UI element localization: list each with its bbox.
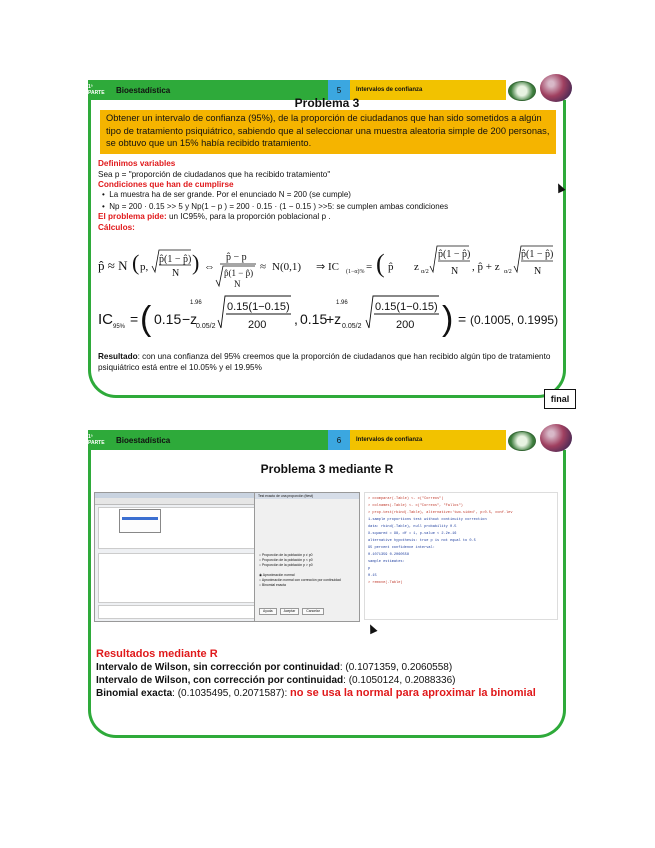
slide-6 <box>88 430 566 738</box>
rcmdr-menubar <box>95 498 257 505</box>
formula-iff: ⇔ <box>204 261 215 273</box>
general-formula <box>96 240 558 290</box>
ic-paren-open: ( <box>140 300 152 338</box>
ic-phat: 0.15 <box>154 311 182 327</box>
ic-result: (0.1005, 0.1995) <box>470 313 558 327</box>
ic-z-value: 1.96 <box>190 300 202 306</box>
formula-big-paren: ( <box>376 249 385 278</box>
ic-phat-2: 0.15 <box>300 311 328 327</box>
formula-ci-den: N <box>451 266 459 277</box>
formula-frac-den: N <box>172 268 180 279</box>
dialog-option-3[interactable]: ○ Proporción de la población p > p0 <box>259 563 313 567</box>
header-part: 1ª PARTE <box>88 80 110 100</box>
formula-ci-num: p̂(1 − p̂) <box>438 249 471 260</box>
cancel-button[interactable]: Cancelar <box>302 608 324 615</box>
dialog-test-types <box>259 573 355 588</box>
formula-z-sub-2: α/2 <box>504 269 512 275</box>
header-topic: Intervalos de confianza <box>350 80 506 100</box>
ic-sub: 95% <box>113 324 126 330</box>
numeric-formula <box>96 292 558 344</box>
problem-title: Problema 3 <box>294 96 360 110</box>
problem-asks-text: un IC95%, para la proporción poblacional p . <box>168 212 331 221</box>
r-results <box>96 648 558 700</box>
console-line: sample estimates: <box>368 560 405 564</box>
ic-numerator: 0.15(1−0.15) <box>227 301 290 313</box>
ic-minus: −z <box>182 311 198 327</box>
console-line: > ccomparar(.Table) <- c("Correos") <box>368 497 444 501</box>
result-label: Resultado <box>98 352 138 361</box>
header-title: Bioestadística <box>110 80 328 100</box>
formula-ic-sub: (1−α)% <box>346 269 365 275</box>
header-topic: Intervalos de confianza <box>350 430 506 450</box>
ic-z-value-2: 1.96 <box>336 300 348 306</box>
header-title: Bioestadística <box>110 430 328 450</box>
rcmdr-messages-pane <box>98 605 256 619</box>
calculations-heading: Cálculos: <box>98 222 135 232</box>
variables-text: Sea p = "proporción de ciudadanos que ha recibido tratamiento" <box>98 169 331 179</box>
formula-ci-num-2: p̂(1 − p̂) <box>521 249 554 260</box>
binomial-note: no se usa la normal para aproximar la binomial <box>290 687 536 699</box>
ic-label: IC <box>98 311 113 328</box>
ic-numerator-2: 0.15(1−0.15) <box>375 301 438 313</box>
console-line: > prop.test(rbind(.Table), alternative='two.sided', p=0.5, conf.lev <box>368 511 513 515</box>
wilson-no-correction: Intervalo de Wilson, sin corrección por continuidad: (0.1071359, 0.2060558) <box>96 662 453 673</box>
console-line: > colnames(.Table) <- c("Correos", "Fallos") <box>368 504 463 508</box>
accept-button[interactable]: Aceptar <box>280 608 300 615</box>
dialog-title: Test exacto de una proporción (ttest) <box>255 493 359 499</box>
console-line: p <box>368 567 371 571</box>
ic-paren-close: ) <box>442 300 454 338</box>
formula-diff: p̂ − p <box>226 252 247 263</box>
wilson-correction: Intervalo de Wilson, con corrección por continuidad: (0.1050124, 0.2088336) <box>96 675 456 686</box>
formula-p: p, <box>140 261 149 273</box>
formula-eq: = <box>366 261 373 273</box>
header-slide-number: 6 <box>328 430 350 450</box>
rcmdr-menu-popup <box>119 509 161 533</box>
ic-eq-2: = <box>458 311 467 327</box>
condition-text-1: La muestra ha de ser grande. Por el enunciado N = 200 (se cumple) <box>109 190 351 199</box>
formula-normal: N(0,1) <box>272 261 302 273</box>
rcmdr-window-screenshot <box>94 492 258 622</box>
slide-header <box>88 430 566 450</box>
problem-asks-heading: El problema pide: <box>98 212 167 221</box>
formula-frac-num: p̂(1 − p̂) <box>159 254 192 265</box>
ic-denominator-2: 200 <box>396 319 415 331</box>
console-line: alternative hypothesis: true p is not equal to 0.5 <box>368 539 476 543</box>
formula-sd-num: p̂(1 − p̂) <box>224 268 254 278</box>
formula-plus-z: , p̂ + z <box>472 261 500 273</box>
problem-statement: Obtener un intervalo de confianza (95%), de la proporción de ciudadanos que han sido sometidos a algún tipo de tratamiento psiquiátrico, sabiendo que al seleccionar una muestra aleatoria simple de 200 personas, se obtuvo que un 15% había recibido tratamiento. <box>100 110 556 154</box>
condition-text-2: Np = 200 · 0.15 >> 5 y Np(1 − p ) = 200 · 0.15 · (1 − 0.15 ) >>5: se cumplen ambas condiciones <box>109 202 449 211</box>
r-console-output <box>364 492 558 620</box>
rcmdr-output-pane <box>98 553 256 603</box>
formula-implies: ⇒ IC <box>316 261 339 273</box>
result-paragraph <box>98 352 558 373</box>
final-button[interactable]: final <box>544 389 576 409</box>
result-text: : con una confianza del 95% creemos que la proporción de ciudadanos que han recibido algún tipo de tratamiento psiquiátrico está entre el 10.05% y el 19.95% <box>98 352 551 372</box>
dialog-option-1[interactable]: ○ Proporción de la población p ≠ p0 <box>259 553 313 557</box>
formula-minus-z: z <box>414 261 419 273</box>
console-line: 0.1071359 0.2060558 <box>368 553 409 557</box>
dialog-buttons <box>259 608 324 615</box>
ic-comma: , <box>294 311 298 327</box>
dialog-test-1[interactable]: ◉ Aproximación normal <box>259 573 295 577</box>
dialog-test-2[interactable]: ○ Aproximación normal con corrección por continuidad <box>259 578 341 582</box>
console-line: 1-sample proportions test without continuity correction <box>368 518 487 522</box>
globe-icon <box>540 424 572 452</box>
conditions-heading: Condiciones que han de cumplirse <box>98 180 234 189</box>
formula-phat2: p̂ <box>388 261 394 273</box>
problem-asks <box>98 212 331 233</box>
help-button[interactable]: Ayuda <box>259 608 277 615</box>
ic-plus: +z <box>326 311 342 327</box>
formula-z-sub: α/2 <box>421 269 429 275</box>
formula-phat: p̂ ≈ N <box>98 258 128 273</box>
dialog-option-2[interactable]: ○ Proporción de la población p < p0 <box>259 558 313 562</box>
proportion-test-dialog <box>254 492 360 622</box>
problem-title: Problema 3 mediante R <box>260 462 394 476</box>
formula-paren-close: ) <box>192 250 200 275</box>
dialog-alternatives <box>259 553 313 568</box>
console-line: 95 percent confidence interval: <box>368 546 435 550</box>
university-logo-icon <box>508 431 536 451</box>
variables-heading: Definimos variables <box>98 159 176 168</box>
console-line: > remove(.Table) <box>368 581 403 585</box>
console-line: 0.15 <box>368 574 377 578</box>
condition-bullet-1: • La muestra ha de ser grande. Por el enunciado N = 200 (se cumple) <box>102 190 351 199</box>
header-part: 1ª PARTE <box>88 430 110 450</box>
console-line: data: rbind(.Table), null probability 0.5 <box>368 525 457 529</box>
condition-bullet-2: • Np = 200 · 0.15 >> 5 y Np(1 − p ) = 200 · 0.15 · (1 − 0.15 ) >>5: se cumplen ambas condiciones <box>102 202 449 211</box>
formula-paren: ( <box>132 250 140 275</box>
header-slide-number: 5 <box>328 80 350 100</box>
variables-section <box>98 159 330 191</box>
ic-eq: = <box>130 311 139 327</box>
ic-denominator: 200 <box>248 319 267 331</box>
formula-ci-den-2: N <box>534 266 542 277</box>
ic-z-sub: 0.05/2 <box>196 323 216 330</box>
dialog-test-3[interactable]: ○ Binomial exacta <box>259 583 286 587</box>
results-heading: Resultados mediante R <box>96 648 218 660</box>
binomial-exact: Binomial exacta: (0.1035495, 0.2071587): no se usa la normal para aproximar la binomial <box>96 687 536 699</box>
formula-approx: ≈ <box>260 261 267 273</box>
console-line: X-squared = 98, df = 1, p-value < 2.2e-16 <box>368 532 457 536</box>
formula-sd-den: N <box>234 279 241 289</box>
ic-z-sub-2: 0.05/2 <box>342 323 362 330</box>
slide-5 <box>88 80 566 398</box>
